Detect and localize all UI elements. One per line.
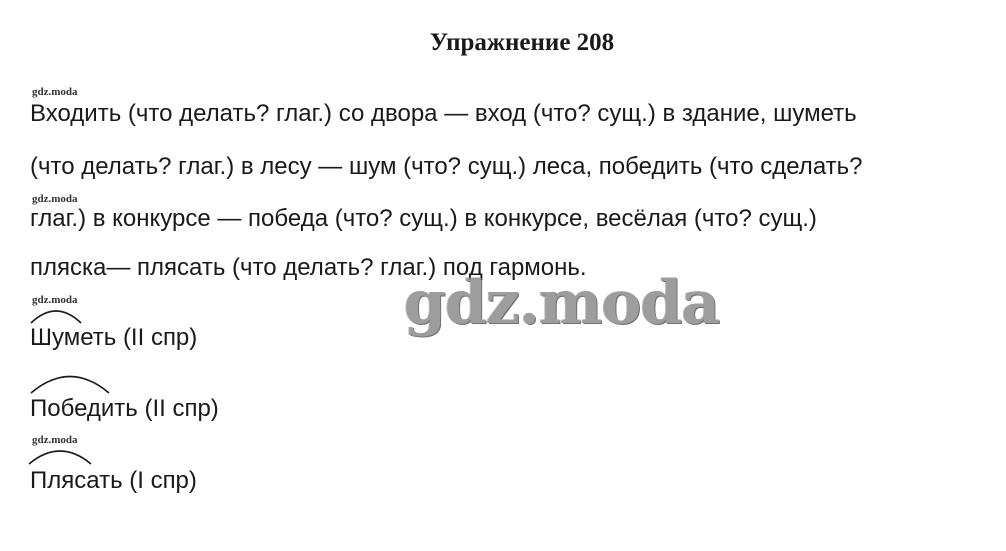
- root-arc-icon: [28, 368, 112, 396]
- verb-line: Плясать (I спр): [30, 467, 197, 494]
- watermark-small: gdz.moda: [32, 434, 78, 446]
- page-title: Упражнение 208: [429, 29, 615, 56]
- root-arc-icon: [26, 444, 94, 466]
- verb-line: Шуметь (II спр): [30, 324, 198, 351]
- watermark-small: gdz.moda: [32, 86, 78, 98]
- root-arc-icon: [28, 305, 84, 325]
- paragraph-line: глаг.) в конкурсе — победа (что? сущ.) в конкурсе, весёлая (что? сущ.): [30, 205, 817, 232]
- verb-line: Победить (II спр): [30, 395, 219, 422]
- watermark-small: gdz.moda: [32, 294, 78, 306]
- watermark-large: gdz.moda: [404, 268, 720, 338]
- paragraph-line: пляска— плясать (что делать? глаг.) под гармонь.: [30, 254, 587, 281]
- paragraph-line: (что делать? глаг.) в лесу — шум (что? сущ.) леса, победить (что сделать?: [30, 153, 863, 180]
- paragraph-line: Входить (что делать? глаг.) со двора — вход (что? сущ.) в здание, шуметь: [30, 100, 857, 127]
- watermark-small: gdz.moda: [32, 193, 78, 205]
